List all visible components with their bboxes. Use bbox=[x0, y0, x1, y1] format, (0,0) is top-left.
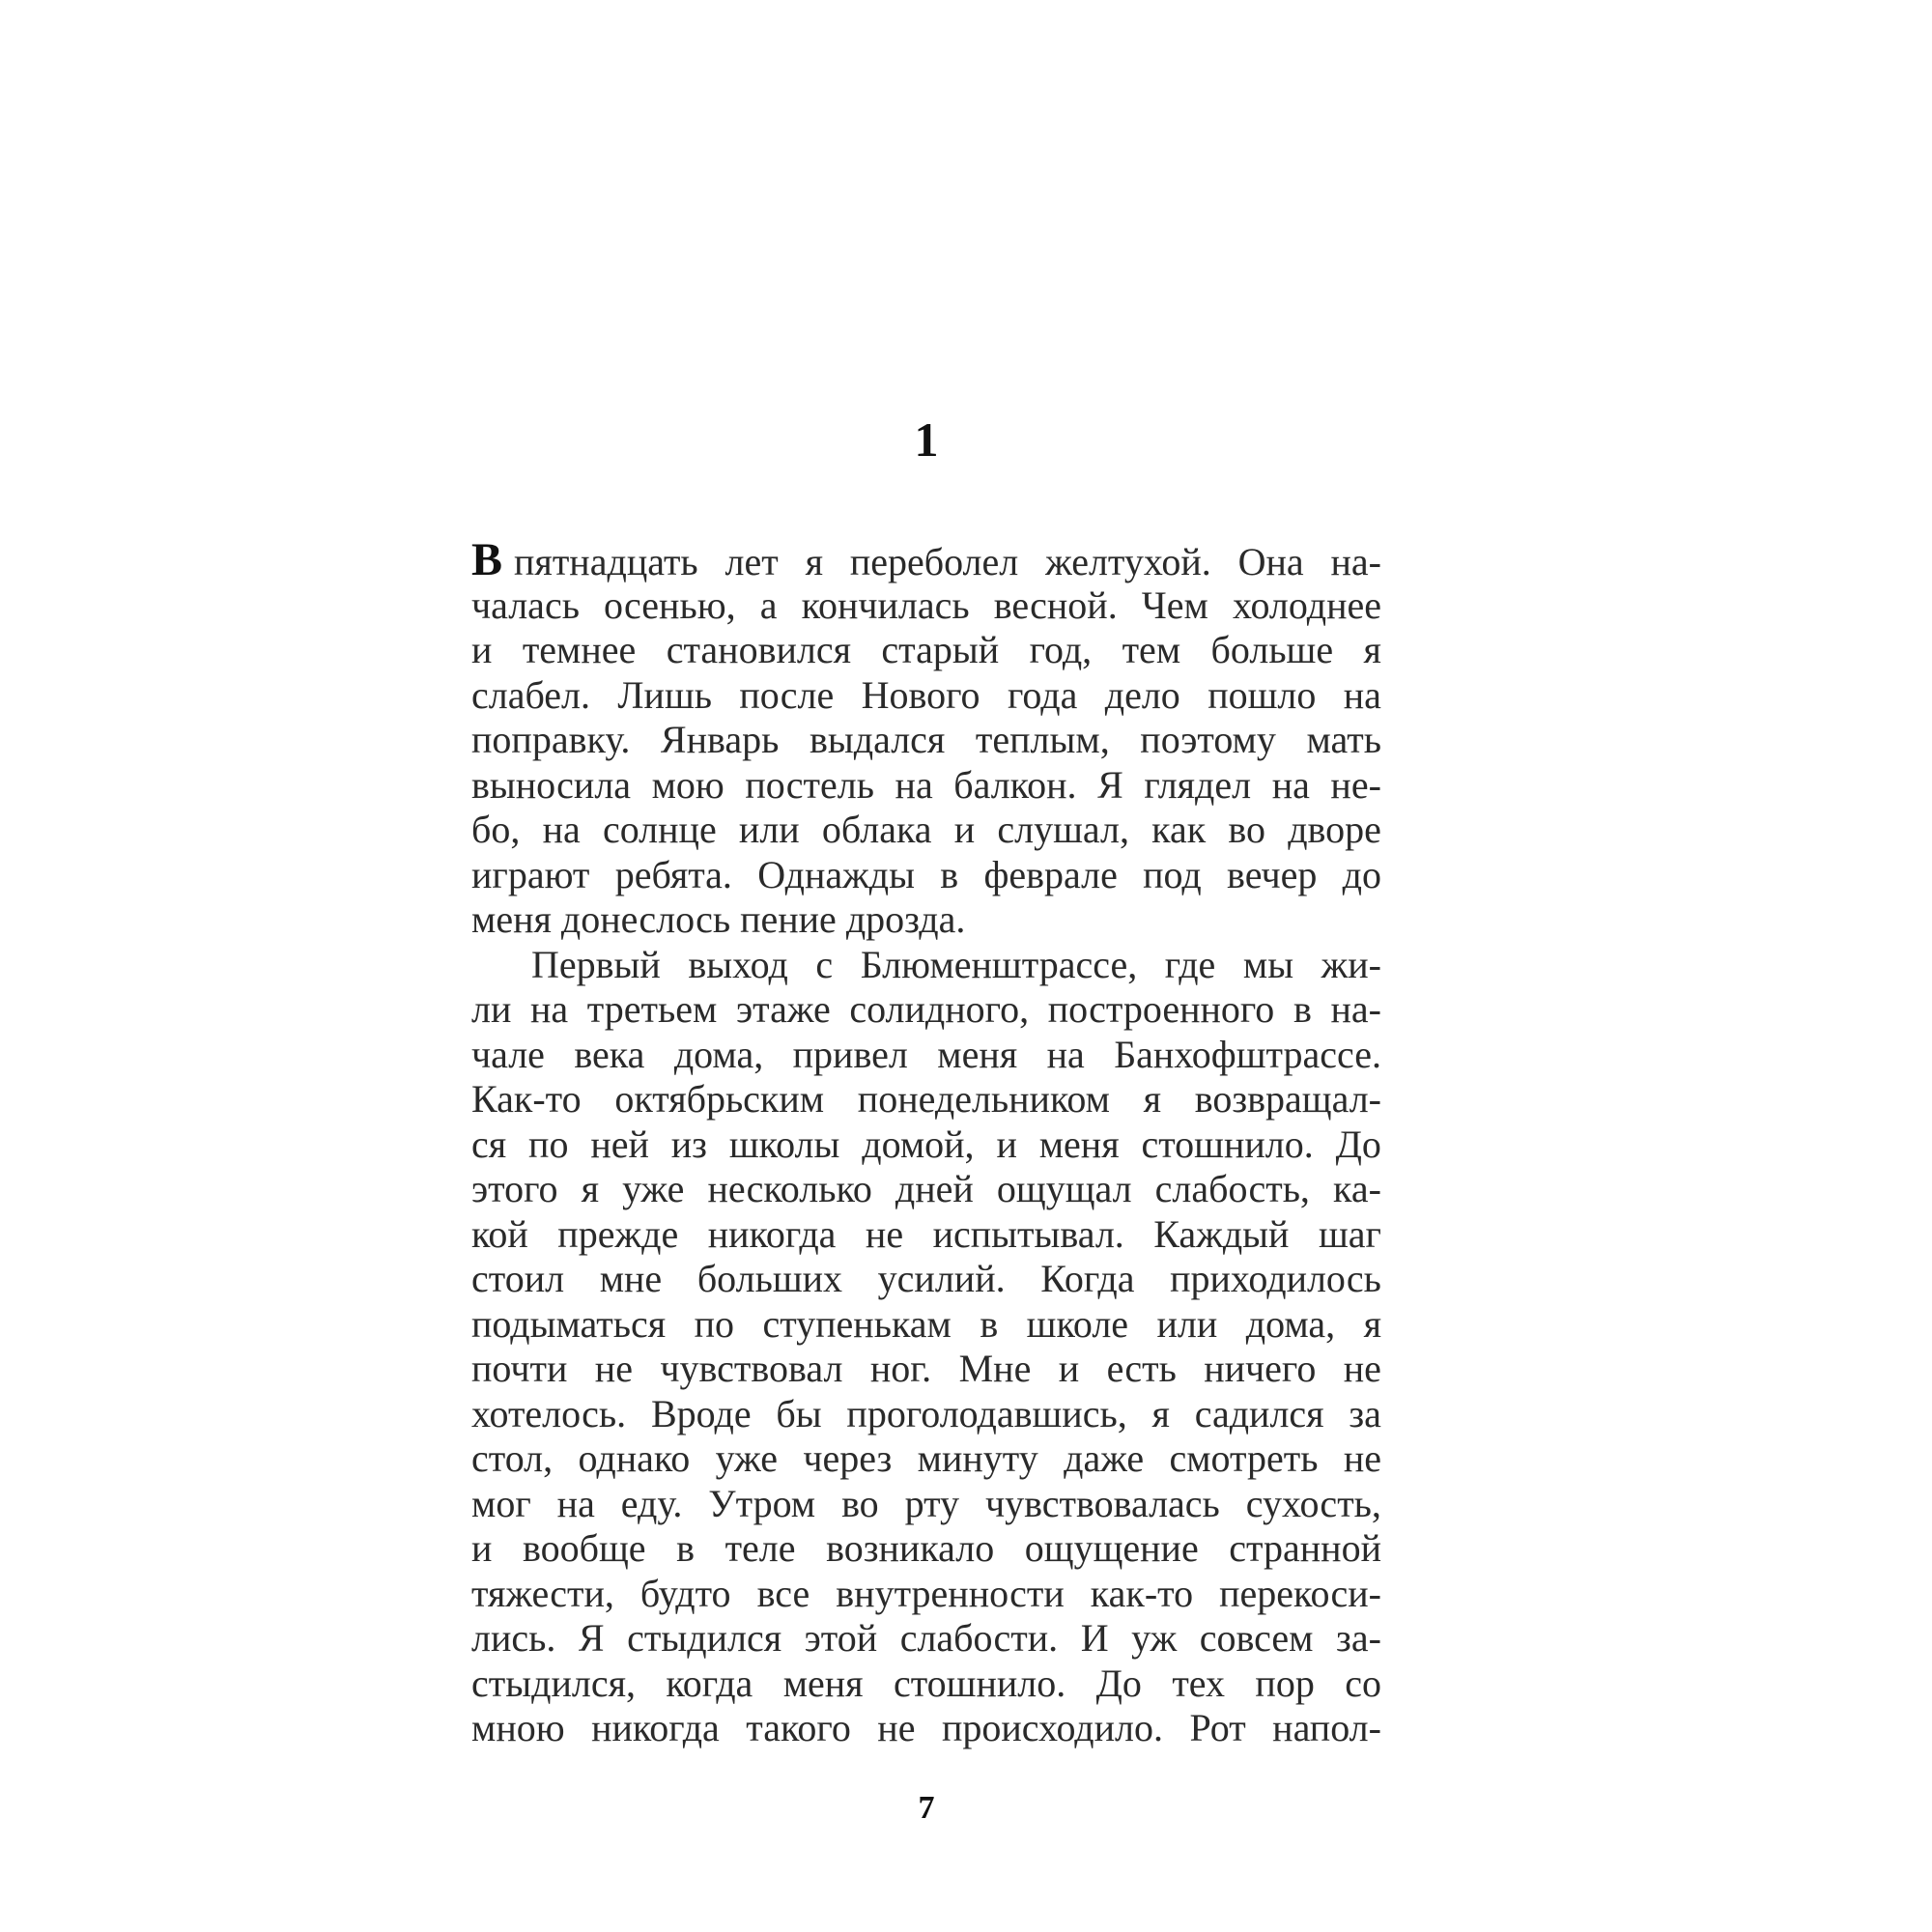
text-line: меня донеслось пение дрозда. bbox=[471, 897, 966, 941]
text-line: чалась осенью, а кончилась весной. Чем холоднее bbox=[471, 582, 1381, 627]
text-line: стыдился, когда меня стошнило. До тех пор со bbox=[471, 1661, 1381, 1705]
body-text bbox=[471, 534, 1381, 1751]
text-line: играют ребята. Однажды в феврале под вечер до bbox=[471, 852, 1381, 896]
text-line: подыматься по ступенькам в школе или дома, я bbox=[471, 1301, 1381, 1346]
text-line: лись. Я стыдился этой слабости. И уж совсем за- bbox=[471, 1616, 1381, 1660]
text-line: бо, на солнце или облака и слушал, как во дворе bbox=[471, 808, 1381, 851]
text-line: стоил мне больших усилий. Когда приходилось bbox=[471, 1257, 1381, 1300]
text-line: тяжести, будто все внутренности как-то перекоси- bbox=[471, 1571, 1381, 1615]
text-line: и темнее становился старый год, тем больше я bbox=[471, 628, 1381, 671]
text-line: Первый выход с Блюменштрассе, где мы жи- bbox=[531, 942, 1381, 986]
text-line: мною никогда такого не происходило. Рот напол- bbox=[471, 1706, 1381, 1749]
text-line: слабел. Лишь после Нового года дело пошло на bbox=[471, 672, 1381, 717]
text-line: почти не чувствовал ног. Мне и есть ничего не bbox=[471, 1347, 1381, 1390]
text-line: В пятнадцать лет я переболел желтухой. Она на- bbox=[471, 534, 1381, 585]
text-line: хотелось. Вроде бы проголодавшись, я садился за bbox=[471, 1391, 1381, 1435]
text-line: мог на еду. Утром во рту чувствовалась сухость, bbox=[471, 1481, 1381, 1525]
text-line: чале века дома, привел меня на Банхофштрассе. bbox=[471, 1032, 1381, 1076]
text-line: и вообще в теле возникало ощущение странной bbox=[471, 1526, 1381, 1570]
chapter-number: 1 bbox=[914, 412, 939, 467]
text-line: стол, однако уже через минуту даже смотреть не bbox=[471, 1436, 1381, 1480]
text-line: ли на третьем этаже солидного, построенного в на- bbox=[471, 987, 1381, 1031]
text-line: выносила мою постель на балкон. Я глядел на не- bbox=[471, 762, 1381, 807]
text-line: ся по ней из школы домой, и меня стошнило. До bbox=[471, 1122, 1381, 1166]
drop-cap: В bbox=[471, 534, 503, 585]
text-line: этого я уже несколько дней ощущал слабость, ка- bbox=[471, 1167, 1381, 1210]
page-number: 7 bbox=[918, 1790, 935, 1826]
text-line: кой прежде никогда не испытывал. Каждый шаг bbox=[471, 1211, 1381, 1256]
text-line: поправку. Январь выдался теплым, поэтому мать bbox=[471, 718, 1381, 761]
text-line: Как-то октябрьским понедельником я возвращал- bbox=[471, 1077, 1381, 1121]
